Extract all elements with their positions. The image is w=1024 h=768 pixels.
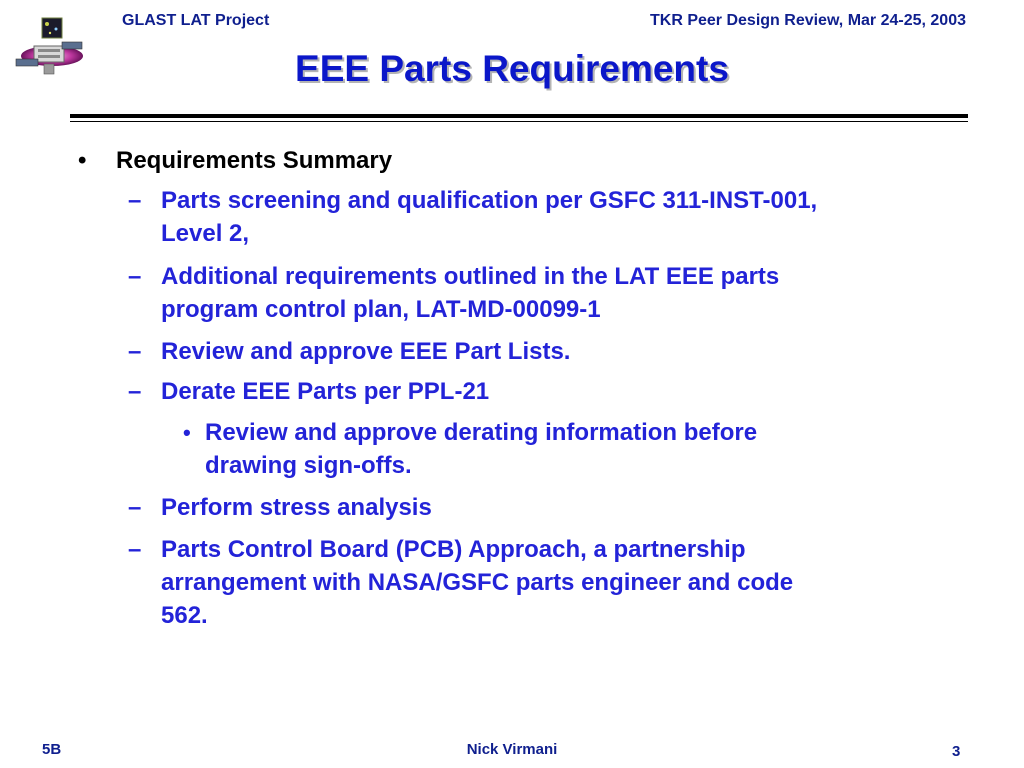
dash-marker: – bbox=[128, 338, 142, 365]
item-stress-analysis: Perform stress analysis bbox=[161, 494, 432, 521]
item-pcb-line3: 562. bbox=[161, 602, 208, 629]
dash-marker: – bbox=[128, 536, 142, 563]
item-additional-line1: Additional requirements outlined in the LAT EEE parts bbox=[161, 263, 780, 290]
item-derating-info-line2: drawing sign-offs. bbox=[205, 452, 412, 479]
sub-bullet-marker: • bbox=[183, 420, 191, 445]
title-divider-thick bbox=[70, 114, 968, 118]
title-divider-thin bbox=[70, 121, 968, 122]
dash-marker: – bbox=[128, 494, 142, 521]
item-derating-info-line1: Review and approve derating information before bbox=[205, 419, 758, 446]
slide-title: EEE Parts Requirements bbox=[295, 48, 729, 89]
item-screening-line2: Level 2, bbox=[161, 220, 250, 247]
footer-page-number: 3 bbox=[952, 743, 961, 760]
header-project: GLAST LAT Project bbox=[122, 12, 270, 29]
dash-marker: – bbox=[128, 187, 142, 214]
bullet-requirements-summary: Requirements Summary bbox=[116, 147, 393, 174]
item-pcb-line1: Parts Control Board (PCB) Approach, a partnership bbox=[161, 536, 746, 563]
item-screening-line1: Parts screening and qualification per GSFC 311-INST-001, bbox=[161, 187, 818, 214]
footer-author: Nick Virmani bbox=[466, 741, 558, 758]
header-review: TKR Peer Design Review, Mar 24-25, 2003 bbox=[650, 12, 966, 29]
item-pcb-line2: arrangement with NASA/GSFC parts engineer and code bbox=[161, 569, 794, 596]
item-derate: Derate EEE Parts per PPL-21 bbox=[161, 378, 490, 405]
bullet-marker: • bbox=[78, 147, 87, 174]
dash-marker: – bbox=[128, 263, 142, 290]
dash-marker: – bbox=[128, 378, 142, 405]
item-additional-line2: program control plan, LAT-MD-00099-1 bbox=[161, 296, 601, 323]
footer-section: 5B bbox=[42, 741, 62, 758]
item-review-lists: Review and approve EEE Part Lists. bbox=[161, 338, 571, 365]
